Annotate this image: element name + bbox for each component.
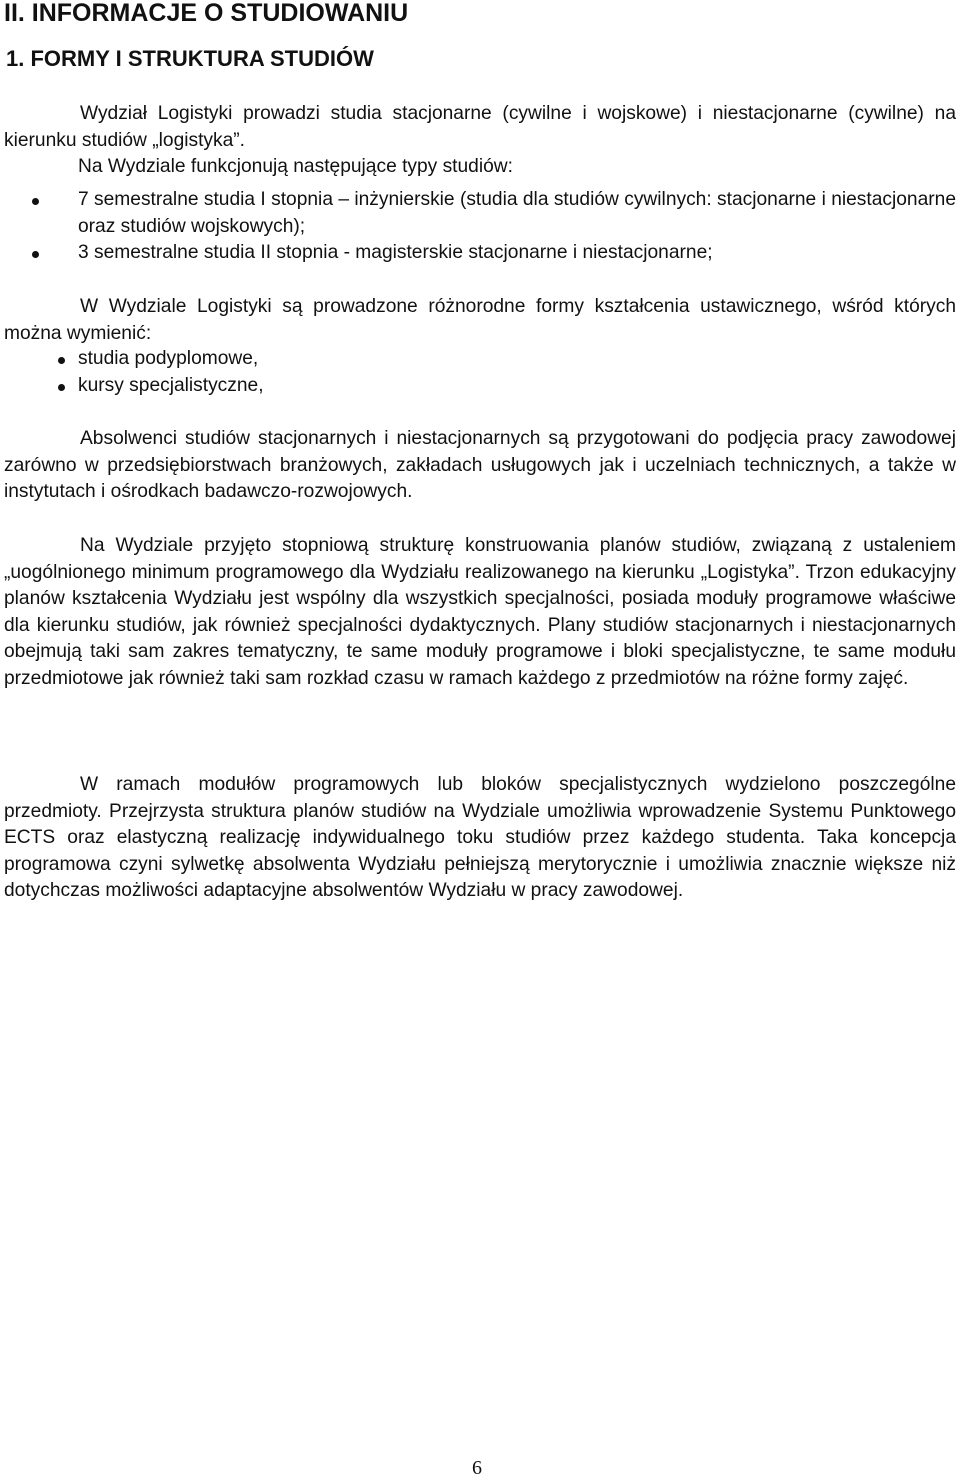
list-item: 7 semestralne studia I stopnia – inżynierskie (studia dla studiów cywilnych: stacjonarne i niestacjonarne oraz studiów wojskowych); [78,187,956,240]
page-number: 6 [472,1457,482,1479]
bullet-icon [32,198,39,205]
bullet-icon [32,251,39,258]
lifelong-learning-intro: W Wydziale Logistyki są prowadzone różnorodne formy kształcenia ustawicznego, wśród których można wymienić: [4,296,956,344]
list-item: kursy specjalistyczne, [78,373,478,400]
lifelong-learning-list [78,346,478,399]
section-heading: 1. FORMY I STRUKTURA STUDIÓW [6,46,374,71]
chapter-heading: II. INFORMACJE O STUDIOWANIU [4,0,409,27]
graduates-paragraph: Absolwenci studiów stacjonarnych i niestacjonarnych są przygotowani do podjęcia pracy zawodowej zarówno w przedsiębiorstwach branżowych, zakładach usługowych jak i uczelniach technicznych, a także w instytutach i ośrodkach badawczo-rozwojowych. [4,428,956,503]
ects-paragraph: W ramach modułów programowych lub bloków specjalistycznych wydzielono poszczególne przedmioty. Przejrzysta struktura planów studiów na Wydziale umożliwia wprowadzenie Systemu Punktowego ECTS oraz elastyczną realizację indywidualnego toku studiów przez każdego studenta. Taka koncepcja programowa czyni sylwetkę absolwenta Wydziału pełniejszą merytorycznie i umożliwia znacznie większe niż dotychczas możliwości adaptacyjne absolwentów Wydziału w pracy zawodowej. [4,774,956,902]
list-item: 3 semestralne studia II stopnia - magisterskie stacjonarne i niestacjonarne; [78,240,956,267]
intro-paragraph: Wydział Logistyki prowadzi studia stacjonarne (cywilne i wojskowe) i niestacjonarne (cywilne) na kierunku studiów „logistyka”. [4,103,956,151]
structure-paragraph: Na Wydziale przyjęto stopniową strukturę konstruowania planów studiów, związaną z ustaleniem „uogólnionego minimum programowego dla Wydziału realizowanego na kierunku „Logistyka”. Trzon edukacyjny planów kształcenia Wydziału jest wspólny dla wszystkich specjalności, posiada moduły programowe właściwe dla kierunku studiów, jak również specjalności dydaktycznych. Plany studiów stacjonarnych i niestacjonarnych obejmują taki sam zakres tematyczny, te same moduły programowe i bloki specjalistyczne, te same modułu przedmiotowe jak również taki sam rozkład czasu w ramach każdego z przedmiotów na różne formy zajęć. [4,535,956,689]
list-item: studia podyplomowe, [78,346,478,373]
bullet-icon [58,384,65,391]
study-types-intro: Na Wydziale funkcjonują następujące typy studiów: [78,156,513,177]
bullet-icon [58,357,65,364]
study-types-list [78,187,956,267]
